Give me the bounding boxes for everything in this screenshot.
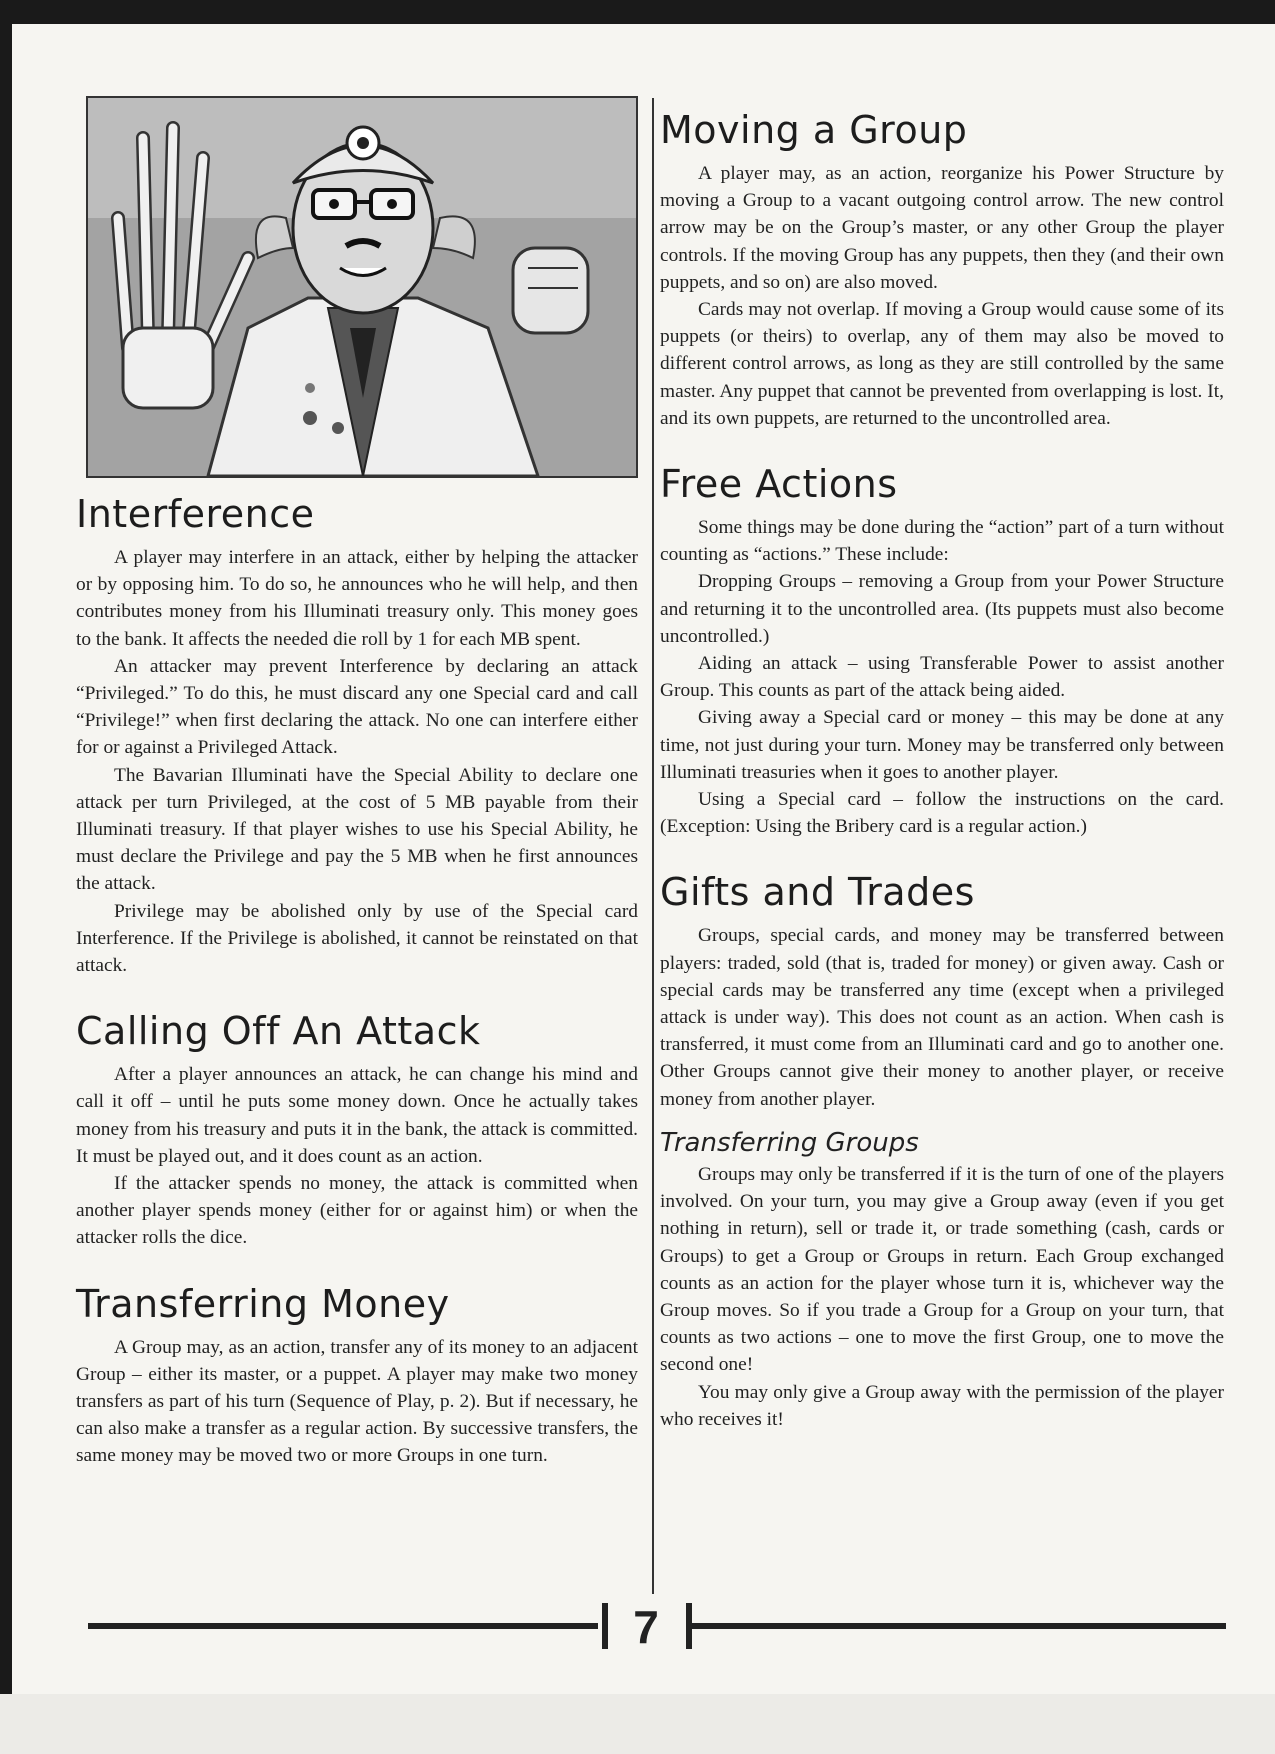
free-actions-body xyxy=(660,514,1224,840)
paragraph: Groups may only be transferred if it is the turn of one of the players involved. On your turn, you may give a Group away (even if you get nothing in return), sell or trade it, or trade something (cash, cards or Groups) to get a Group or Groups in return. Each Group exchanged counts as an action for the player whose turn it is, whichever way the Group moves. So if you trade a Group for a Group on your turn, that counts as two actions – one to move the first Group, one to move the second one! xyxy=(660,1163,1224,1376)
paragraph: An attacker may prevent Interference by declaring an attack “Privileged.” To do this, he must discard any one Special card and call “Privilege!” when first declaring the attack. No one can interfere either for or against a Privileged Attack. xyxy=(76,655,638,759)
gifts-trades-body xyxy=(660,922,1224,1112)
heading-free-actions: Free Actions xyxy=(660,462,898,507)
paragraph: Using a Special card – follow the instructions on the card. (Exception: Using the Bribery card is a regular action.) xyxy=(660,789,1224,838)
page-number-bracket-left xyxy=(602,1603,608,1649)
paragraph: The Bavarian Illuminati have the Special Ability to declare one attack per turn Privileged, at the cost of 5 MB payable from their Illuminati treasury. If that player wishes to use his Special Ability, he must declare the Privilege and pay the 5 MB when he first announces the attack. xyxy=(76,764,638,895)
footer-rule-right xyxy=(692,1623,1226,1629)
heading-moving-a-group: Moving a Group xyxy=(660,108,968,152)
paragraph: Aiding an attack – using Transferable Power to assist another Group. This counts as part of the attack being aided. xyxy=(660,653,1224,702)
paragraph: A Group may, as an action, transfer any of its money to an adjacent Group – either its master, or a puppet. A player may make two money transfers as part of his turn (Sequence of Play, p. 2). But if necessary, he can also make a transfer as a regular action. By successive transfers, the same money may be moved two or more Groups in one turn. xyxy=(76,1336,638,1467)
heading-calling-off-an-attack: Calling Off An Attack xyxy=(76,1009,481,1054)
paragraph: Cards may not overlap. If moving a Group would cause some of its puppets (or theirs) to overlap, any of them may also be moved to different control arrows, as long as they are still controlled by the same master. Any puppet that cannot be prevented from overlapping is lost. It, and its own puppets, are returned to the uncontrolled area. xyxy=(660,299,1224,429)
paragraph: Privilege may be abolished only by use of the Special card Interference. If the Privilege is abolished, it cannot be reinstated on that attack. xyxy=(76,900,638,977)
heading-transferring-money: Transferring Money xyxy=(76,1281,450,1326)
paragraph: A player may, as an action, reorganize his Power Structure by moving a Group to a vacant outgoing control arrow. The new control arrow may be on the Group’s master, or any other Group the player controls. If the moving Group has any puppets, then they (and their own puppets, and so on) are also moved. xyxy=(660,163,1224,293)
paragraph: Groups, special cards, and money may be transferred between players: traded, sold (that is, traded for money) or given away. Cash or special cards may be transferred any time (except when a privileged attack is under way). This does not count as an action. When cash is transferred, it must come from an Illuminati card and go to another one. Other Groups cannot give their money to another player, or receive money from another player. xyxy=(660,925,1224,1110)
paragraph: A player may interfere in an attack, either by helping the attacker or by opposing him. To do so, he announces who he will help, and then contributes money from his Illuminati treasury only. This money goes to the bank. It affects the needed die roll by 1 for each MB spent. xyxy=(76,547,638,650)
paragraph: If the attacker spends no money, the attack is committed when another player spends money (either for or against him) or when the attacker rolls the dice. xyxy=(76,1173,638,1249)
page-number-bracket-right xyxy=(686,1603,692,1649)
mad-scientist-illustration xyxy=(86,96,638,478)
page-number: 7 xyxy=(633,1601,659,1653)
paragraph: You may only give a Group away with the permission of the player who receives it! xyxy=(660,1381,1224,1430)
paragraph: Some things may be done during the “action” part of a turn without counting as “actions.” These include: xyxy=(660,517,1224,566)
heading-interference: Interference xyxy=(76,492,315,536)
footer-rule-left xyxy=(88,1623,598,1629)
paragraph: Dropping Groups – removing a Group from your Power Structure and returning it to the uncontrolled area. (Its puppets must also become uncontrolled.) xyxy=(660,571,1224,647)
paragraph: After a player announces an attack, he can change his mind and call it off – until he puts some money down. Once he actually takes money from his treasury and puts it in the bank, the attack is committed. It must be played out, and it does count as an action. xyxy=(76,1064,638,1167)
subheading-transferring-groups: Transferring Groups xyxy=(660,1127,919,1158)
transferring-groups-body xyxy=(660,1161,1224,1433)
transferring-money-body xyxy=(76,1334,638,1470)
moving-group-body xyxy=(660,160,1224,432)
paragraph: Giving away a Special card or money – this may be done at any time, not just during your turn. Money may be transferred only between Illuminati treasuries when it goes to another player. xyxy=(660,707,1224,783)
right-column xyxy=(660,108,1224,1433)
left-column xyxy=(76,96,638,1470)
column-divider xyxy=(652,98,654,1594)
heading-gifts-and-trades: Gifts and Trades xyxy=(660,870,975,915)
calling-off-body xyxy=(76,1061,638,1251)
interference-body xyxy=(76,544,638,979)
page-bottom-margin xyxy=(0,1694,1275,1754)
